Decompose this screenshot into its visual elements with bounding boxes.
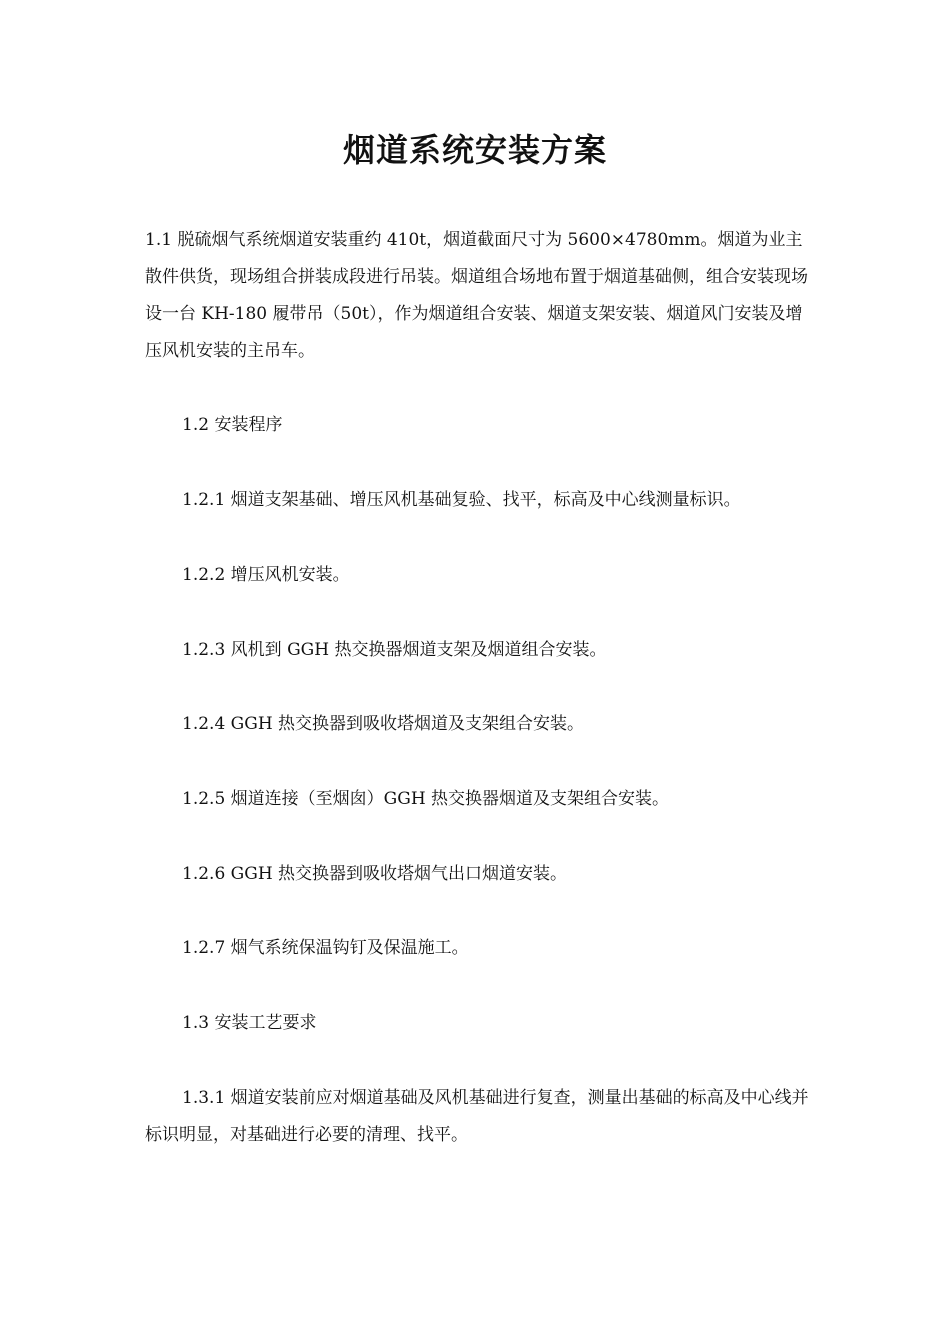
paragraph-1-1: 1.1 脱硫烟气系统烟道安装重约 410t，烟道截面尺寸为 5600×4780mm。烟道为业主散件供货，现场组合拼装成段进行吊装。烟道组合场地布置于烟道基础侧，组合安装现场设一台 KH-180 履带吊（50t），作为烟道组合安装、烟道支架安装、烟道风门安装及增压风机安装的主吊车。 bbox=[145, 230, 808, 361]
paragraph-1-3: 1.3 安装工艺要求 bbox=[182, 1013, 317, 1033]
paragraph-1-2-1: 1.2.1 烟道支架基础、增压风机基础复验、找平，标高及中心线测量标识。 bbox=[182, 490, 741, 510]
paragraph-1-2-5: 1.2.5 烟道连接（至烟囱）GGH 热交换器烟道及支架组合安装。 bbox=[182, 789, 670, 809]
paragraph-1-2-7: 1.2.7 烟气系统保温钩钉及保温施工。 bbox=[182, 938, 469, 958]
paragraph-1-3-1: 1.3.1 烟道安装前应对烟道基础及风机基础进行复查，测量出基础的标高及中心线并标识明显，对基础进行必要的清理、找平。 bbox=[145, 1088, 809, 1145]
paragraph-1-2-6: 1.2.6 GGH 热交换器到吸收塔烟气出口烟道安装。 bbox=[182, 864, 568, 884]
paragraph-1-2: 1.2 安装程序 bbox=[182, 415, 283, 435]
paragraph-1-2-2: 1.2.2 增压风机安装。 bbox=[182, 565, 350, 585]
document-title: 烟道系统安装方案 bbox=[342, 131, 607, 169]
paragraph-1-2-4: 1.2.4 GGH 热交换器到吸收塔烟道及支架组合安装。 bbox=[182, 714, 585, 734]
paragraph-1-2-3: 1.2.3 风机到 GGH 热交换器烟道支架及烟道组合安装。 bbox=[182, 640, 607, 660]
